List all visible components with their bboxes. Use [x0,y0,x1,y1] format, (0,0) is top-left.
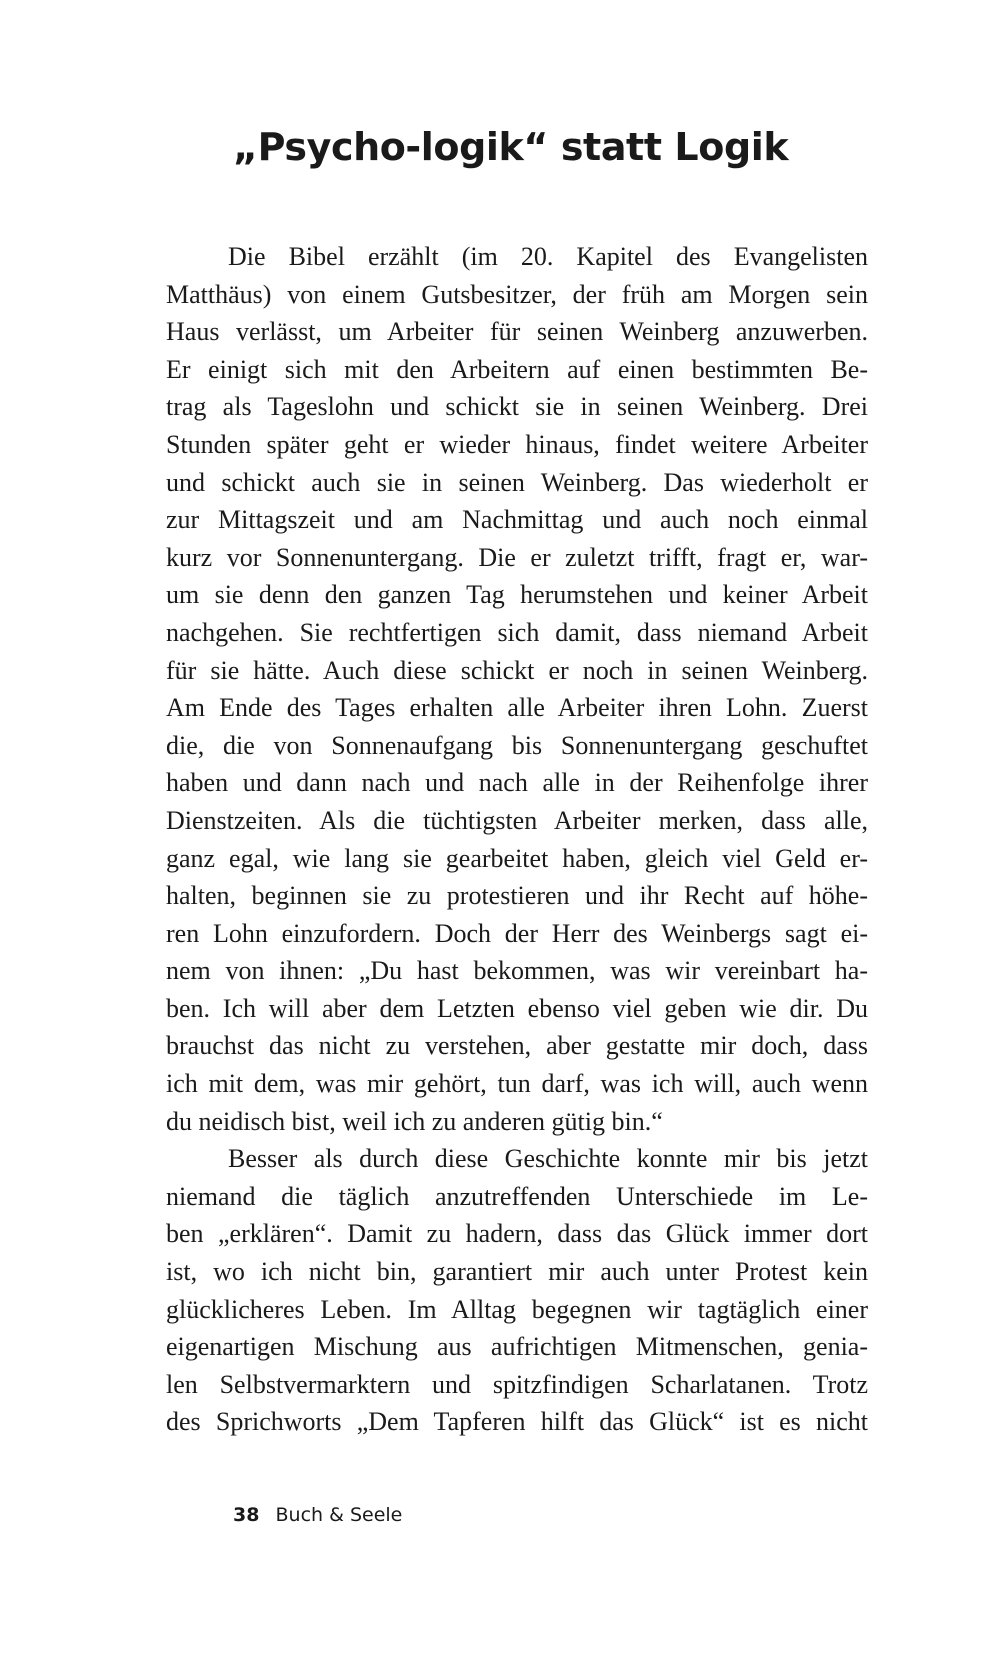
text-line: zur Mittagszeit und am Nachmittag und auch noch einmal [166,505,868,535]
text-line: kurz vor Sonnenuntergang. Die er zuletzt trifft, fragt er, war- [166,542,868,572]
page-number: 38 [233,1504,260,1526]
text-line: haben und dann nach und nach alle in der Reihenfolge ihrer [166,768,868,798]
text-line: ist, wo ich nicht bin, garantiert mir auch unter Protest kein [166,1257,868,1287]
text-line: eigenartigen Mischung aus aufrichtigen Mitmenschen, genia- [166,1332,868,1362]
text-line: Am Ende des Tages erhalten alle Arbeiter ihren Lohn. Zuerst [166,693,868,723]
text-line: len Selbstvermarktern und spitzfindigen Scharlatanen. Trotz [166,1369,868,1399]
text-line: nachgehen. Sie rechtfertigen sich damit, dass niemand Arbeit [166,617,868,647]
text-line: ganz egal, wie lang sie gearbeitet haben, gleich viel Geld er- [166,843,868,873]
text-line: die, die von Sonnenaufgang bis Sonnenuntergang geschuftet [166,730,868,760]
paragraph [166,238,868,1140]
body-text [166,238,868,1441]
text-line: Stunden später geht er wieder hinaus, findet weitere Arbeiter [166,429,868,459]
publisher-name: Buch & Seele [275,1504,403,1526]
text-line: Dienstzeiten. Als die tüchtigsten Arbeiter merken, dass alle, [166,805,868,835]
chapter-heading: „Psycho-logik“ statt Logik [233,125,789,169]
text-line: ren Lohn einzufordern. Doch der Herr des Weinbergs sagt ei- [166,918,868,948]
text-line: ben. Ich will aber dem Letzten ebenso viel geben wie dir. Du [166,993,868,1023]
text-line: halten, beginnen sie zu protestieren und ihr Recht auf höhe- [166,881,868,911]
text-line: Er einigt sich mit den Arbeitern auf einen bestimmten Be- [166,354,868,384]
text-line: ich mit dem, was mir gehört, tun darf, was ich will, auch wenn [166,1069,868,1099]
text-line: und schickt auch sie in seinen Weinberg. Das wiederholt er [166,467,868,497]
text-line: ben „erklären“. Damit zu hadern, dass das Glück immer dort [166,1219,868,1249]
paragraph [166,1140,868,1441]
page-footer [233,1503,402,1527]
text-line: glücklicheres Leben. Im Alltag begegnen wir tagtäglich einer [166,1294,868,1324]
text-line: des Sprichworts „Dem Tapferen hilft das Glück“ ist es nicht [166,1407,868,1437]
text-line: für sie hätte. Auch diese schickt er noch in seinen Weinberg. [166,655,868,685]
text-line: nem von ihnen: „Du hast bekommen, was wir vereinbart ha- [166,956,868,986]
text-line: um sie denn den ganzen Tag herumstehen und keiner Arbeit [166,580,868,610]
text-line: Besser als durch diese Geschichte konnte mir bis jetzt [228,1144,868,1174]
text-line: Matthäus) von einem Gutsbesitzer, der früh am Morgen sein [166,279,868,309]
text-line: du neidisch bist, weil ich zu anderen gütig bin.“ [166,1106,663,1136]
text-line: Die Bibel erzählt (im 20. Kapitel des Evangelisten [228,242,868,271]
text-line: brauchst das nicht zu verstehen, aber gestatte mir doch, dass [166,1031,868,1061]
text-line: Haus verlässt, um Arbeiter für seinen Weinberg anzuwerben. [166,317,868,347]
text-line: trag als Tageslohn und schickt sie in seinen Weinberg. Drei [166,392,868,422]
text-line: niemand die täglich anzutreffenden Unterschiede im Le- [166,1181,868,1211]
